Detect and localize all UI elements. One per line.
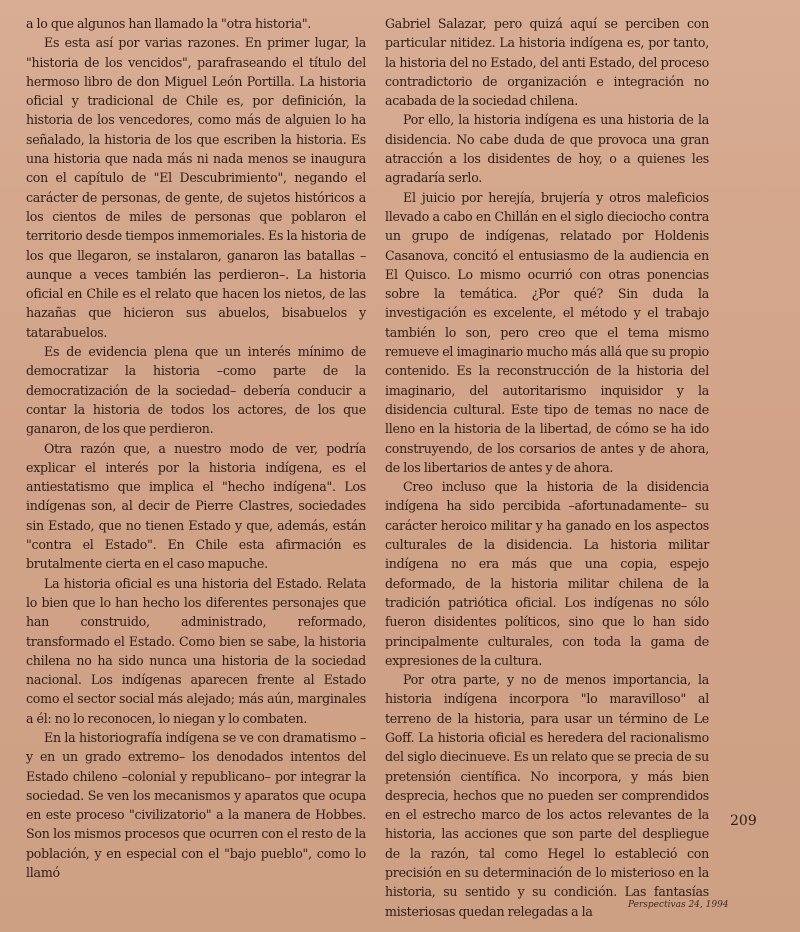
paragraph: Otra razón que, a nuestro modo de ver, podría explicar el interés por la historia indígena, es el antiestatismo que implica el "hecho indígena". Los indígenas son, al decir de Pierre Clastres, sociedades sin Estado, que no tienen Estado y que, además, están "contra el Estado". En Chile esta afirmación es brutalmente cierta en el caso mapuche. bbox=[26, 440, 366, 572]
left-text-column bbox=[26, 14, 366, 881]
paragraph: Gabriel Salazar, pero quizá aquí se perciben con particular nitidez. La historia indígena es, por tanto, la historia del no Estado, del anti Estado, del proceso contradictorio de organización e integración no acabada de la sociedad chilena. bbox=[385, 16, 709, 109]
paragraph: El juicio por herejía, brujería y otros maleficios llevado a cabo en Chillán en el siglo dieciocho contra un grupo de indígenas, relatado por Holdenis Casanova, concitó el entusiasmo de la audiencia en El Quisco. Lo mismo ocurrió con otras ponencias sobre la temática. ¿Por qué? Sin duda la investigación es excelente, el método y el trabajo también lo son, pero creo que el tema mismo remueve el imaginario mucho más allá que su propio contenido. Es la reconstrucción de la historia del imaginario, del autoritarismo inquisidor y la disidencia cultural. Este tipo de temas no nace de lleno en la historia de la libertad, de cómo se ha ido construyendo, de los corsarios de antes y de ahora, de los libertarios de antes y de ahora. bbox=[385, 189, 709, 475]
paragraph: Creo incluso que la historia de la disidencia indígena ha sido percibida –afortunadamente– su carácter heroico militar y ha ganado en los aspectos culturales de la disidencia. La historia militar indígena no era más que una copia, espejo deformado, de la historia militar chilena de la tradición patriótica oficial. Los indígenas no sólo fueron disidentes políticos, sino que lo han sido principalmente culturales, con toda la gama de expresiones de la cultura. bbox=[385, 479, 709, 668]
paragraph: La historia oficial es una historia del Estado. Relata lo bien que lo han hecho los diferentes personajes que han construido, administrado, reformado, transformado el Estado. Como bien se sabe, la historia chilena no ha sido nunca una historia de la sociedad nacional. Los indígenas aparecen frente al Estado como el sector social más alejado; más aún, marginales a él: no lo reconocen, lo niegan y lo combaten. bbox=[26, 575, 366, 726]
paragraph: En la historiografía indígena se ve con dramatismo –y en un grado extremo– los denodados intentos del Estado chileno –colonial y republicano– por integrar la sociedad. Se ven los mecanismos y aparatos que ocupa en este proceso "civilizatorio" a la manera de Hobbes. Son los mismos procesos que ocurren con el resto de la población, y en especial con el "bajo pueblo", como lo llamó bbox=[26, 729, 366, 881]
page-number: 209 bbox=[730, 813, 757, 829]
paragraph: Por otra parte, y no de menos importancia, la historia indígena incorpora "lo maravilloso" al terreno de la historia, para usar un término de Le Goff. La historia oficial es heredera del racionalismo del siglo diecinueve. Es un relato que se precia de su pretensión científica. No incorpora, y más bien desprecia, hechos que no pueden ser comprendidos en el estrecho marco de los actos relevantes de la historia, las acciones que son parte del despliegue de la razón, tal como Hegel lo estableció con precisión en su determinación de lo misterioso en la historia, su sentido y su condición. Las fantasías misteriosas quedan relegadas a la bbox=[385, 672, 709, 919]
paragraph: Es de evidencia plena que un interés mínimo de democratizar la historia –como parte de la democratización de la sociedad– debería conducir a contar la historia de todos los actores, de los que ganaron, de los que perdieron. bbox=[26, 344, 366, 437]
running-footer: Perspectivas 24, 1994 bbox=[628, 900, 729, 910]
paragraph: Por ello, la historia indígena es una historia de la disidencia. No cabe duda de que provoca una gran atracción a los disidentes de hoy, o a quienes les agradaría serlo. bbox=[385, 112, 709, 186]
paragraph: Es esta así por varias razones. En primer lugar, la "historia de los vencidos", parafraseando el título del hermoso libro de don Miguel León Portilla. La historia oficial y tradicional de Chile es, por definición, la historia de los vencedores, como más de alguien lo ha señalado, la historia de los que escriben la historia. Es una historia que nada más ni nada menos se inaugura con el capítulo de "El Descubrimiento", negando el carácter de personas, de gente, de sujetos históricos a los cientos de miles de personas que poblaron el territorio desde tiempos inmemoriales. Es la historia de los que llegaron, se instalaron, ganaron las batallas –aunque a veces también las perdieron–. La historia oficial en Chile es el relato que hacen los nietos, de las hazañas que hicieron sus abuelos, bisabuelos y tatarabuelos. bbox=[26, 35, 366, 340]
paragraph: a lo que algunos han llamado la "otra historia". bbox=[26, 16, 312, 31]
